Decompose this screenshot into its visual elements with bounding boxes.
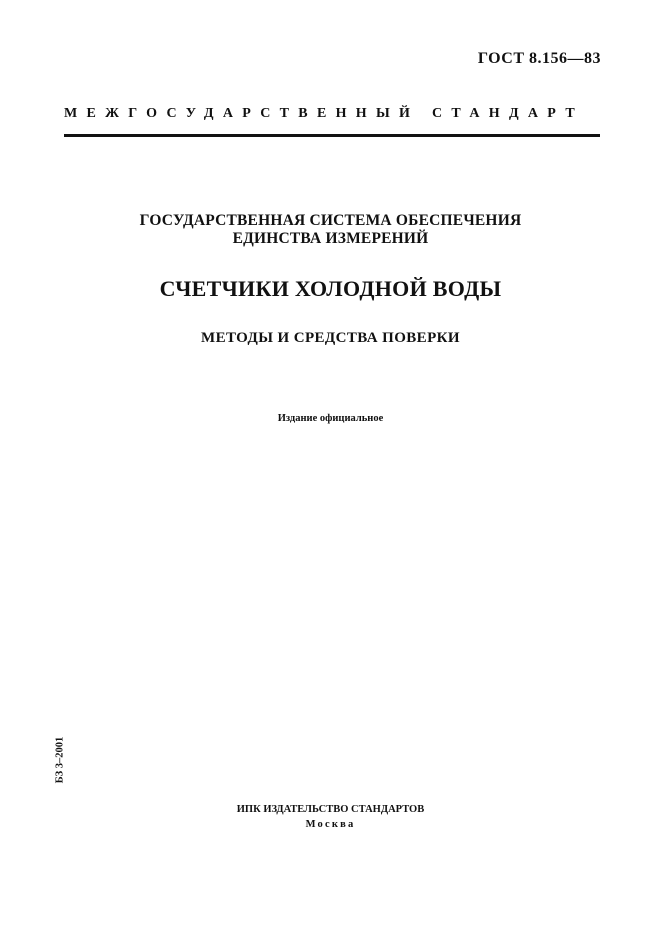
subtitle: МЕТОДЫ И СРЕДСТВА ПОВЕРКИ	[201, 330, 460, 346]
publisher-block	[0, 802, 661, 832]
system-title	[0, 212, 661, 248]
publisher-name: ИПК ИЗДАТЕЛЬСТВО СТАНДАРТОВ	[236, 804, 425, 815]
side-code: БЗ 3–2001	[54, 736, 66, 784]
edition-note: Издание официальное	[277, 413, 384, 424]
publisher-city: Москва	[305, 819, 356, 830]
document-code: ГОСТ 8.156—83	[477, 50, 601, 67]
main-title: СЧЕТЧИКИ ХОЛОДНОЙ ВОДЫ	[159, 276, 502, 301]
header-divider	[64, 134, 600, 137]
system-title-line-1: ГОСУДАРСТВЕННАЯ СИСТЕМА ОБЕСПЕЧЕНИЯ	[139, 212, 522, 229]
interstate-standard-heading: МЕЖГОСУДАРСТВЕННЫЙ СТАНДАРТ	[64, 106, 584, 121]
system-title-line-2: ЕДИНСТВА ИЗМЕРЕНИЙ	[232, 230, 429, 247]
